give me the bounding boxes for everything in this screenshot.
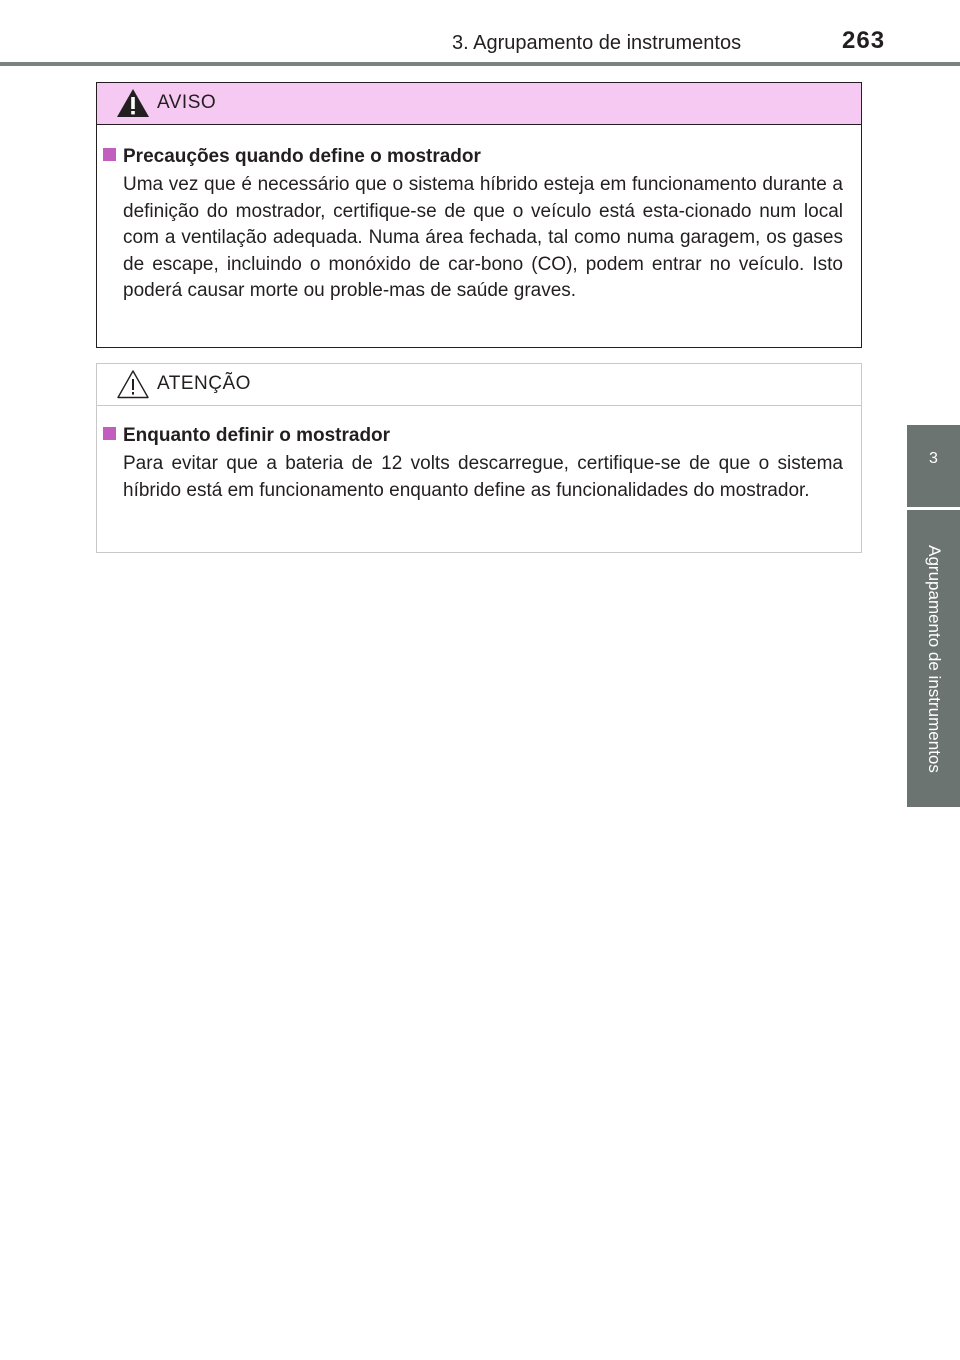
warning-triangle-icon (115, 87, 151, 119)
caution-box-header (97, 364, 861, 406)
warning-box-header (97, 83, 861, 125)
warning-item-title-text: Precauções quando define o mostrador (123, 146, 481, 167)
chapter-tab-text: Agrupamento de instrumentos (924, 544, 944, 773)
section-title: 3. Agrupamento de instrumentos (452, 32, 742, 54)
caution-item-title (103, 424, 390, 448)
bullet-square-icon (103, 148, 116, 161)
warning-item-body: Uma vez que é necessário que o sistema híbrido esteja em funcionamento durante a definição do mostrador, certifique-se de que o veículo está esta-cionado num local com a ventilação adequada. Numa área fechada, tal como numa garagem, os gases de escape, incluindo o monóxido de car-bono (CO), podem entrar no veículo. Isto poderá causar morte ou proble-mas de saúde graves. (123, 174, 843, 301)
chapter-tab-label (907, 510, 960, 807)
caution-box (96, 363, 862, 553)
caution-item-title-text: Enquanto definir o mostrador (123, 425, 391, 446)
page-number: 263 (842, 27, 886, 54)
warning-label: AVISO (157, 92, 217, 113)
warning-item-title (103, 145, 481, 169)
chapter-tab-number: 3 (907, 425, 960, 507)
caution-item-body: Para evitar que a bateria de 12 volts descarregue, certifique-se de que o sistema híbrido está em funcionamento enquanto define as funcionalidades do mostrador. (123, 453, 843, 501)
caution-triangle-outline-icon (115, 368, 151, 400)
header-rule (0, 62, 960, 66)
caution-label: ATENÇÃO (157, 373, 251, 394)
warning-box (96, 82, 862, 348)
bullet-square-icon (103, 427, 116, 440)
